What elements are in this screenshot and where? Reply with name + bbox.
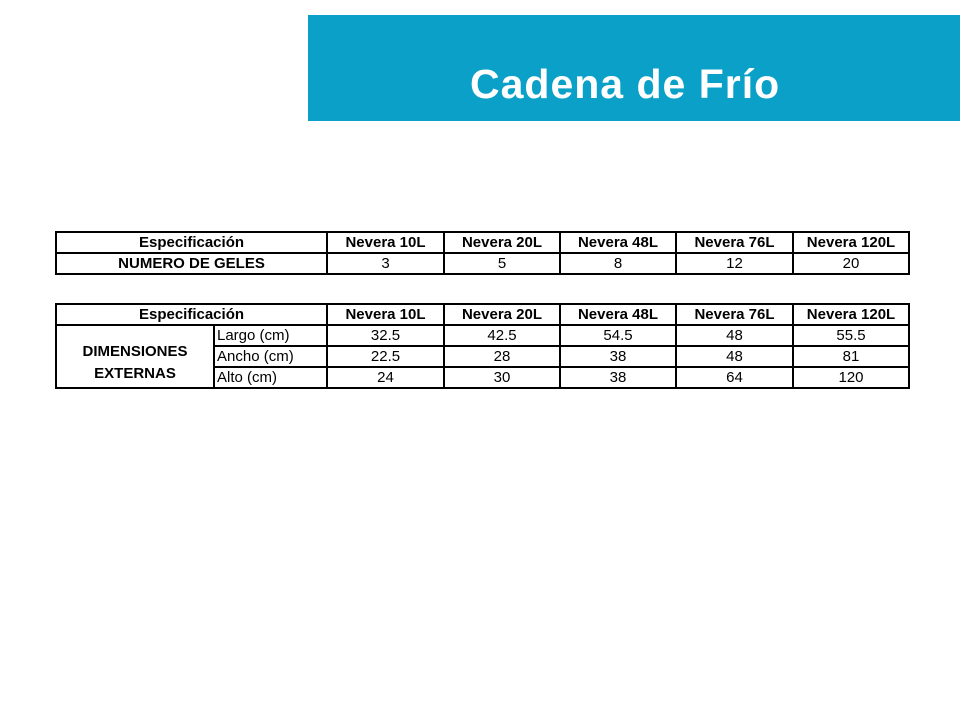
column-header: Nevera 20L	[444, 232, 560, 253]
column-header: Nevera 76L	[676, 232, 793, 253]
table-cell: 3	[327, 253, 444, 274]
column-header: Nevera 10L	[327, 304, 444, 325]
table-row	[56, 253, 909, 274]
table-cell: 55.5	[793, 325, 909, 346]
table-cell: 120	[793, 367, 909, 388]
column-header: Nevera 20L	[444, 304, 560, 325]
column-header: Nevera 10L	[327, 232, 444, 253]
column-header: Nevera 120L	[793, 304, 909, 325]
table-cell: 32.5	[327, 325, 444, 346]
table-cell: 64	[676, 367, 793, 388]
table-cell: 38	[560, 367, 676, 388]
table-cell: 8	[560, 253, 676, 274]
table-cell: 54.5	[560, 325, 676, 346]
table-cell: 22.5	[327, 346, 444, 367]
dimensions-table	[55, 303, 910, 389]
table-cell: 28	[444, 346, 560, 367]
row-label: Largo (cm)	[214, 325, 327, 346]
table-row	[56, 325, 909, 346]
row-label: Ancho (cm)	[214, 346, 327, 367]
spec-header: Especificación	[56, 304, 327, 325]
group-label-line2: EXTERNAS	[94, 364, 176, 382]
table-cell: 48	[676, 346, 793, 367]
table-cell: 48	[676, 325, 793, 346]
table-header-row	[56, 304, 909, 325]
spec-header: Especificación	[56, 232, 327, 253]
row-label: NUMERO DE GELES	[56, 253, 327, 274]
column-header: Nevera 48L	[560, 232, 676, 253]
table-cell: 81	[793, 346, 909, 367]
column-header: Nevera 48L	[560, 304, 676, 325]
table-cell: 5	[444, 253, 560, 274]
column-header: Nevera 120L	[793, 232, 909, 253]
table-cell: 12	[676, 253, 793, 274]
table-header-row	[56, 232, 909, 253]
page-title: Cadena de Frío	[470, 61, 781, 107]
column-header: Nevera 76L	[676, 304, 793, 325]
group-label-line1: DIMENSIONES	[82, 342, 188, 360]
table-cell: 30	[444, 367, 560, 388]
dimensions-group-label	[56, 325, 214, 388]
title-banner	[308, 15, 960, 121]
row-label: Alto (cm)	[214, 367, 327, 388]
gel-count-table	[55, 231, 910, 275]
table-cell: 42.5	[444, 325, 560, 346]
table-cell: 20	[793, 253, 909, 274]
table-cell: 38	[560, 346, 676, 367]
table-cell: 24	[327, 367, 444, 388]
